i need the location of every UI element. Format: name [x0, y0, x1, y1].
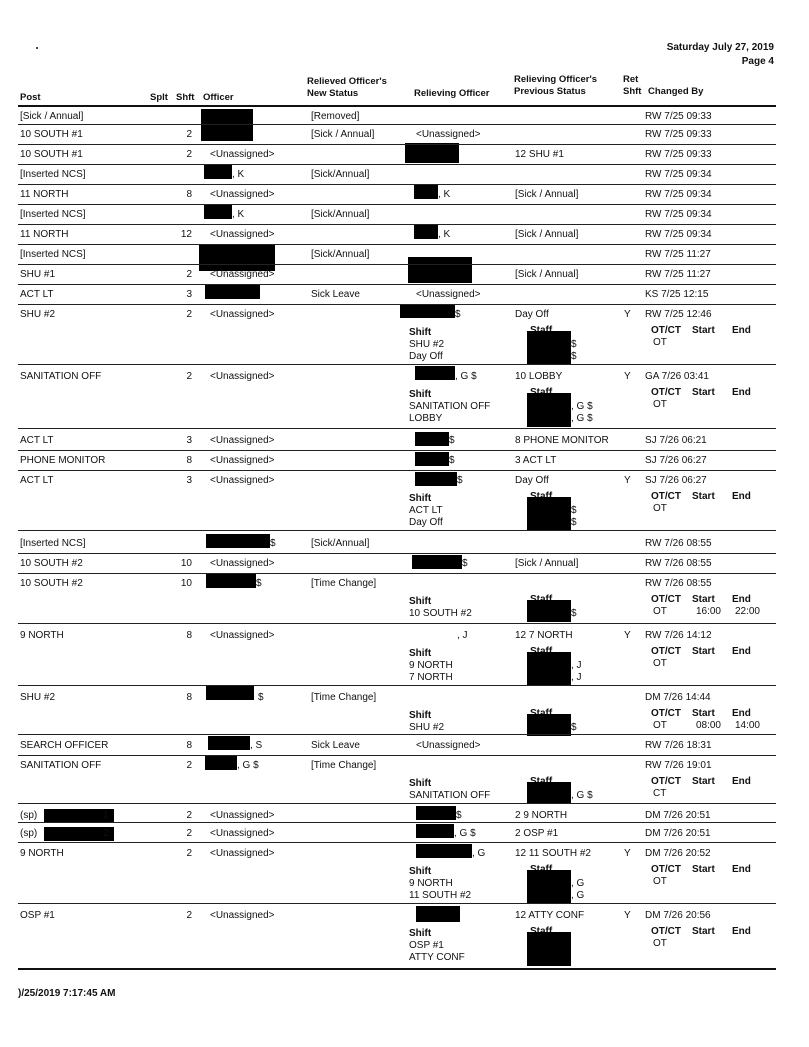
- row-officer: , K: [232, 169, 245, 180]
- detail-shift-label: Shift: [409, 493, 432, 504]
- row-relieving-officer: , K: [438, 229, 451, 240]
- detail-type: OT: [653, 503, 667, 514]
- detail-type: OT: [653, 876, 667, 887]
- col-splt: Splt: [150, 92, 168, 103]
- row-post: ACT LT: [20, 435, 54, 446]
- detail-staff-value: $: [571, 351, 577, 362]
- detail-type: OT: [653, 938, 667, 949]
- row-relieving-officer: $: [449, 455, 455, 466]
- row-changed-by: RW 7/25 12:46: [645, 309, 712, 320]
- detail-otct-head: OT/CT: [651, 646, 681, 657]
- staff-redaction: [527, 600, 571, 622]
- row-new-status: [Sick/Annual]: [311, 538, 370, 549]
- row-relieving-officer: <Unassigned>: [416, 289, 481, 300]
- row-officer: <Unassigned>: [210, 309, 275, 320]
- row-prev-status: 12 ATTY CONF: [515, 910, 585, 921]
- row-divider: [18, 450, 776, 451]
- row-divider: [18, 124, 776, 125]
- row-ret-shift: Y: [624, 910, 631, 921]
- row-prev-status: [Sick / Annual]: [515, 189, 579, 200]
- row-changed-by: RW 7/25 09:34: [645, 209, 712, 220]
- row-shift: 10: [180, 578, 192, 589]
- row-prev-status: 12 11 SOUTH #2: [515, 848, 591, 859]
- row-divider: [18, 530, 776, 531]
- detail-staff-value: , J: [571, 672, 582, 683]
- row-officer: , K: [232, 209, 245, 220]
- detail-shift-label: Shift: [409, 596, 432, 607]
- row-prev-status: 10 LOBBY: [515, 371, 563, 382]
- staff-redaction: [527, 870, 571, 904]
- detail-shift-line: OSP #1: [409, 940, 444, 951]
- relieving-redaction: [400, 304, 455, 318]
- detail-start-head: Start: [692, 776, 715, 787]
- row-divider: [18, 573, 776, 574]
- detail-shift-line: 9 NORTH: [409, 878, 453, 889]
- col-relieved-status-2: New Status: [307, 88, 359, 99]
- row-post: (sp): [20, 810, 38, 821]
- row-changed-by: DM 7/26 20:51: [645, 828, 711, 839]
- row-post: SHU #2: [20, 692, 56, 703]
- row-divider: [18, 144, 776, 145]
- row-shift: 2: [186, 129, 192, 140]
- row-divider: [18, 755, 776, 756]
- row-divider: [18, 428, 776, 429]
- detail-end-head: End: [732, 708, 751, 719]
- detail-staff-value: , G $: [571, 401, 593, 412]
- detail-otct-head: OT/CT: [651, 491, 681, 502]
- relieving-redaction: [416, 806, 456, 820]
- detail-type: OT: [653, 337, 667, 348]
- row-divider: [18, 164, 776, 165]
- row-ret-shift: Y: [624, 309, 631, 320]
- col-relieved-status-1: Relieved Officer's: [307, 76, 387, 87]
- detail-shift-line: SHU #2: [409, 339, 445, 350]
- detail-shift-label: Shift: [409, 710, 432, 721]
- detail-shift-line: SHU #2: [409, 722, 445, 733]
- detail-end-head: End: [732, 646, 751, 657]
- row-new-status: [Sick/Annual]: [311, 169, 370, 180]
- row-post: OSP #1: [20, 910, 55, 921]
- row-divider: [18, 264, 776, 265]
- page-number: Page 4: [741, 56, 774, 67]
- row-changed-by: RW 7/26 14:12: [645, 630, 712, 641]
- row-post: ACT LT: [20, 289, 54, 300]
- detail-shift-line: LOBBY: [409, 413, 443, 424]
- row-changed-by: SJ 7/26 06:27: [645, 475, 707, 486]
- row-changed-by: RW 7/25 09:33: [645, 129, 712, 140]
- detail-shift-line: Day Off: [409, 351, 443, 362]
- row-post: SHU #1: [20, 269, 56, 280]
- row-officer: <Unassigned>: [210, 848, 275, 859]
- col-relieving-prev-1: Relieving Officer's: [514, 74, 598, 85]
- row-prev-status: Day Off: [515, 309, 549, 320]
- detail-end-head: End: [732, 776, 751, 787]
- row-officer: , G $: [237, 760, 259, 771]
- row-relieving-officer: <Unassigned>: [416, 129, 481, 140]
- row-officer: <Unassigned>: [210, 910, 275, 921]
- detail-otct-head: OT/CT: [651, 864, 681, 875]
- row-relieving-officer: <Unassigned>: [416, 740, 481, 751]
- detail-shift-label: Shift: [409, 928, 432, 939]
- relieving-redaction: [415, 452, 449, 466]
- row-changed-by: SJ 7/26 06:27: [645, 455, 707, 466]
- row-prev-status: 2 OSP #1: [515, 828, 559, 839]
- detail-staff-value: , G $: [571, 413, 593, 424]
- row-changed-by: RW 7/26 08:55: [645, 538, 712, 549]
- row-prev-status: 3 ACT LT: [515, 455, 557, 466]
- relieving-redaction: [416, 824, 454, 838]
- row-officer: $: [256, 578, 262, 589]
- row-post: PHONE MONITOR: [20, 455, 106, 466]
- row-changed-by: RW 7/26 08:55: [645, 558, 712, 569]
- row-shift: 10: [180, 558, 192, 569]
- row-divider: [18, 734, 776, 735]
- row-shift: 8: [186, 740, 192, 751]
- detail-staff-value: , J: [571, 660, 582, 671]
- officer-redaction: [206, 686, 254, 700]
- row-officer: <Unassigned>: [210, 435, 275, 446]
- detail-start-head: Start: [692, 325, 715, 336]
- row-prev-status: [Sick / Annual]: [515, 229, 579, 240]
- officer-redaction: [208, 736, 250, 750]
- row-post: SANITATION OFF: [20, 371, 102, 382]
- row-shift: 8: [186, 692, 192, 703]
- row-post: ACT LT: [20, 475, 54, 486]
- detail-type: OT: [653, 720, 667, 731]
- row-relieving-officer: , K: [438, 189, 451, 200]
- detail-start-head: Start: [692, 864, 715, 875]
- row-shift: 8: [186, 455, 192, 466]
- row-new-status: [Time Change]: [311, 578, 377, 589]
- detail-otct-head: OT/CT: [651, 708, 681, 719]
- officer-redaction: [199, 245, 275, 271]
- staff-redaction: [527, 393, 571, 427]
- row-ret-shift: Y: [624, 371, 631, 382]
- detail-end-head: End: [732, 594, 751, 605]
- detail-shift-line: 11 SOUTH #2: [409, 890, 472, 901]
- row-divider: [18, 903, 776, 904]
- row-shift: 8: [186, 189, 192, 200]
- col-ret-2: Shft: [623, 86, 642, 97]
- detail-staff-value: , G $: [571, 790, 593, 801]
- staff-redaction: [527, 497, 571, 531]
- row-officer: <Unassigned>: [210, 630, 275, 641]
- scan-speck: [36, 47, 38, 49]
- relieving-redaction: [416, 844, 472, 858]
- relieving-redaction: [415, 472, 457, 486]
- relieving-redaction: [412, 555, 462, 569]
- detail-start-head: Start: [692, 708, 715, 719]
- detail-otct-head: OT/CT: [651, 594, 681, 605]
- col-relieving-officer: Relieving Officer: [414, 88, 490, 99]
- officer-redaction: [206, 534, 270, 548]
- detail-otct-head: OT/CT: [651, 325, 681, 336]
- row-divider: [18, 553, 776, 554]
- detail-shift-label: Shift: [409, 778, 432, 789]
- row-relieving-officer: $: [449, 435, 455, 446]
- row-shift: 3: [186, 435, 192, 446]
- row-shift: 2: [186, 309, 192, 320]
- detail-staff-value: $: [571, 608, 577, 619]
- detail-end-head: End: [732, 491, 751, 502]
- col-post: Post: [20, 92, 41, 103]
- row-shift: 2: [186, 269, 192, 280]
- col-officer: Officer: [203, 92, 234, 103]
- row-shift: 2: [186, 910, 192, 921]
- row-changed-by: DM 7/26 20:56: [645, 910, 711, 921]
- row-post-suffix: 1: [103, 810, 109, 821]
- row-divider: [18, 822, 776, 823]
- row-relieving-officer: , G: [472, 848, 486, 859]
- row-divider: [18, 204, 776, 205]
- row-relieving-officer: $: [462, 558, 468, 569]
- row-post: [Inserted NCS]: [20, 249, 86, 260]
- relieving-redaction: [416, 906, 460, 922]
- row-prev-status: [Sick / Annual]: [515, 269, 579, 280]
- row-post: 11 NORTH: [20, 229, 69, 240]
- detail-shift-label: Shift: [409, 648, 432, 659]
- row-shift: 12: [180, 229, 192, 240]
- row-post: 9 NORTH: [20, 848, 64, 859]
- detail-otct-head: OT/CT: [651, 387, 681, 398]
- detail-staff-value: , G: [571, 878, 585, 889]
- detail-otct-head: OT/CT: [651, 776, 681, 787]
- officer-redaction: [205, 285, 260, 299]
- row-shift: 2: [186, 810, 192, 821]
- row-relieving-officer: , J: [457, 630, 468, 641]
- row-divider: [18, 184, 776, 185]
- row-officer: $: [270, 538, 276, 549]
- officer-redaction: [201, 109, 253, 141]
- row-post: 10 SOUTH #1: [20, 149, 83, 160]
- row-divider: [18, 224, 776, 225]
- detail-end: 22:00: [734, 606, 760, 617]
- relieving-redaction: [414, 185, 438, 199]
- row-new-status: [Removed]: [311, 111, 360, 122]
- staff-redaction: [527, 331, 571, 365]
- detail-shift-line: SANITATION OFF: [409, 790, 491, 801]
- col-shft: Shft: [176, 92, 195, 103]
- row-officer: <Unassigned>: [210, 558, 275, 569]
- detail-shift-line: SANITATION OFF: [409, 401, 491, 412]
- row-changed-by: KS 7/25 12:15: [645, 289, 709, 300]
- row-shift: 2: [186, 371, 192, 382]
- row-officer: <Unassigned>: [210, 269, 275, 280]
- row-ret-shift: Y: [624, 630, 631, 641]
- row-divider: [18, 685, 776, 686]
- row-shift: 2: [186, 760, 192, 771]
- detail-staff-value: $: [571, 339, 577, 350]
- page-date: Saturday July 27, 2019: [666, 42, 774, 53]
- staff-redaction: [527, 714, 571, 736]
- detail-shift-line: 9 NORTH: [409, 660, 453, 671]
- detail-shift-line: 7 NORTH: [409, 672, 453, 683]
- detail-start-head: Start: [692, 387, 715, 398]
- print-timestamp: )/25/2019 7:17:45 AM: [18, 988, 116, 999]
- detail-staff-value: , G: [571, 890, 585, 901]
- row-new-status: [Sick/Annual]: [311, 249, 370, 260]
- row-post: 10 SOUTH #2: [20, 578, 83, 589]
- row-relieving-officer: $: [455, 309, 461, 320]
- officer-redaction: [205, 756, 237, 770]
- detail-shift-label: Shift: [409, 866, 432, 877]
- row-post: SHU #2: [20, 309, 56, 320]
- row-prev-status: 12 SHU #1: [515, 149, 564, 160]
- row-officer: , S: [250, 740, 263, 751]
- relieving-redaction: [414, 225, 438, 239]
- row-post: [Inserted NCS]: [20, 169, 86, 180]
- detail-staff-value: $: [571, 505, 577, 516]
- row-officer: <Unassigned>: [210, 371, 275, 382]
- detail-end: 14:00: [734, 720, 760, 731]
- row-changed-by: SJ 7/26 06:21: [645, 435, 707, 446]
- row-post: SANITATION OFF: [20, 760, 102, 771]
- detail-shift-label: Shift: [409, 327, 432, 338]
- detail-end-head: End: [732, 864, 751, 875]
- detail-otct-head: OT/CT: [651, 926, 681, 937]
- row-relieving-officer: , G $: [454, 828, 476, 839]
- row-prev-status: 2 9 NORTH: [515, 810, 568, 821]
- row-divider: [18, 105, 776, 107]
- detail-staff-value: $: [571, 722, 577, 733]
- detail-start-head: Start: [692, 646, 715, 657]
- row-relieving-officer: $: [456, 810, 462, 821]
- detail-end-head: End: [732, 325, 751, 336]
- detail-start: 16:00: [695, 606, 721, 617]
- row-post: 10 SOUTH #1: [20, 129, 83, 140]
- detail-end-head: End: [732, 387, 751, 398]
- row-new-status: [Time Change]: [311, 692, 377, 703]
- row-changed-by: RW 7/25 09:33: [645, 111, 712, 122]
- detail-shift-line: 10 SOUTH #2: [409, 608, 472, 619]
- detail-shift-label: Shift: [409, 389, 432, 400]
- row-ret-shift: Y: [624, 848, 631, 859]
- row-changed-by: RW 7/25 09:34: [645, 229, 712, 240]
- row-shift: 2: [186, 149, 192, 160]
- row-changed-by: DM 7/26 20:52: [645, 848, 711, 859]
- row-shift: 8: [186, 630, 192, 641]
- row-divider: [18, 364, 776, 365]
- col-ret-1: Ret: [623, 74, 639, 85]
- officer-redaction: [204, 205, 232, 219]
- row-post: [Sick / Annual]: [20, 111, 84, 122]
- relieving-redaction: [415, 432, 449, 446]
- row-officer: <Unassigned>: [210, 810, 275, 821]
- row-changed-by: GA 7/26 03:41: [645, 371, 709, 382]
- row-shift: 2: [186, 828, 192, 839]
- row-shift: 2: [186, 848, 192, 859]
- detail-type: CT: [653, 788, 667, 799]
- row-shift: 3: [186, 475, 192, 486]
- row-changed-by: RW 7/25 09:33: [645, 149, 712, 160]
- row-divider: [18, 244, 776, 245]
- row-changed-by: RW 7/25 09:34: [645, 169, 712, 180]
- row-post: (sp): [20, 828, 38, 839]
- row-new-status: [Sick/Annual]: [311, 209, 370, 220]
- row-prev-status: Day Off: [515, 475, 549, 486]
- detail-shift-line: ACT LT: [409, 505, 443, 516]
- row-changed-by: DM 7/26 20:51: [645, 810, 711, 821]
- detail-type: OT: [653, 658, 667, 669]
- row-post: 9 NORTH: [20, 630, 64, 641]
- row-shift: 3: [186, 289, 192, 300]
- row-changed-by: RW 7/25 11:27: [645, 249, 711, 260]
- row-prev-status: [Sick / Annual]: [515, 558, 579, 569]
- detail-type: OT: [653, 399, 667, 410]
- detail-start-head: Start: [692, 594, 715, 605]
- detail-shift-line: Day Off: [409, 517, 443, 528]
- row-divider: [18, 284, 776, 285]
- row-post: 10 SOUTH #2: [20, 558, 83, 569]
- row-new-status: [Sick / Annual]: [311, 129, 375, 140]
- detail-start-head: Start: [692, 926, 715, 937]
- row-post-suffix: 2: [103, 828, 109, 839]
- detail-start: 08:00: [695, 720, 721, 731]
- row-changed-by: RW 7/25 11:27: [645, 269, 711, 280]
- row-officer: <Unassigned>: [210, 455, 275, 466]
- detail-start-head: Start: [692, 491, 715, 502]
- row-new-status: Sick Leave: [311, 740, 360, 751]
- row-relieving-officer: $: [457, 475, 463, 486]
- row-divider: [18, 803, 776, 804]
- row-post: [Inserted NCS]: [20, 209, 86, 220]
- staff-redaction: [527, 932, 571, 966]
- relieving-redaction: [415, 366, 455, 380]
- row-divider: [18, 968, 776, 970]
- row-post: SEARCH OFFICER: [20, 740, 109, 751]
- row-divider: [18, 470, 776, 471]
- row-post: [Inserted NCS]: [20, 538, 86, 549]
- staff-redaction: [527, 652, 571, 686]
- row-post: 11 NORTH: [20, 189, 69, 200]
- row-relieving-officer: , G $: [455, 371, 477, 382]
- detail-type: OT: [653, 606, 667, 617]
- detail-shift-line: ATTY CONF: [409, 952, 465, 963]
- row-prev-status: 8 PHONE MONITOR: [515, 435, 609, 446]
- row-officer: <Unassigned>: [210, 149, 275, 160]
- row-officer: $: [258, 692, 264, 703]
- row-ret-shift: Y: [624, 475, 631, 486]
- row-officer: <Unassigned>: [210, 475, 275, 486]
- row-officer: <Unassigned>: [210, 189, 275, 200]
- row-new-status: Sick Leave: [311, 289, 360, 300]
- row-changed-by: RW 7/26 08:55: [645, 578, 712, 589]
- row-prev-status: 12 7 NORTH: [515, 630, 573, 641]
- officer-redaction: [204, 165, 232, 179]
- row-officer: <Unassigned>: [210, 828, 275, 839]
- row-officer: <Unassigned>: [210, 229, 275, 240]
- officer-redaction: [206, 574, 256, 588]
- relieving-redaction: [408, 257, 472, 283]
- row-changed-by: RW 7/26 19:01: [645, 760, 712, 771]
- row-changed-by: RW 7/25 09:34: [645, 189, 712, 200]
- row-divider: [18, 304, 776, 305]
- detail-staff-value: $: [571, 517, 577, 528]
- col-relieving-prev-2: Previous Status: [514, 86, 586, 97]
- col-changed-by: Changed By: [648, 86, 704, 97]
- row-changed-by: DM 7/26 14:44: [645, 692, 711, 703]
- relieving-redaction: [405, 143, 459, 163]
- staff-redaction: [527, 782, 571, 804]
- detail-end-head: End: [732, 926, 751, 937]
- row-changed-by: RW 7/26 18:31: [645, 740, 712, 751]
- row-divider: [18, 842, 776, 843]
- row-divider: [18, 623, 776, 624]
- row-new-status: [Time Change]: [311, 760, 377, 771]
